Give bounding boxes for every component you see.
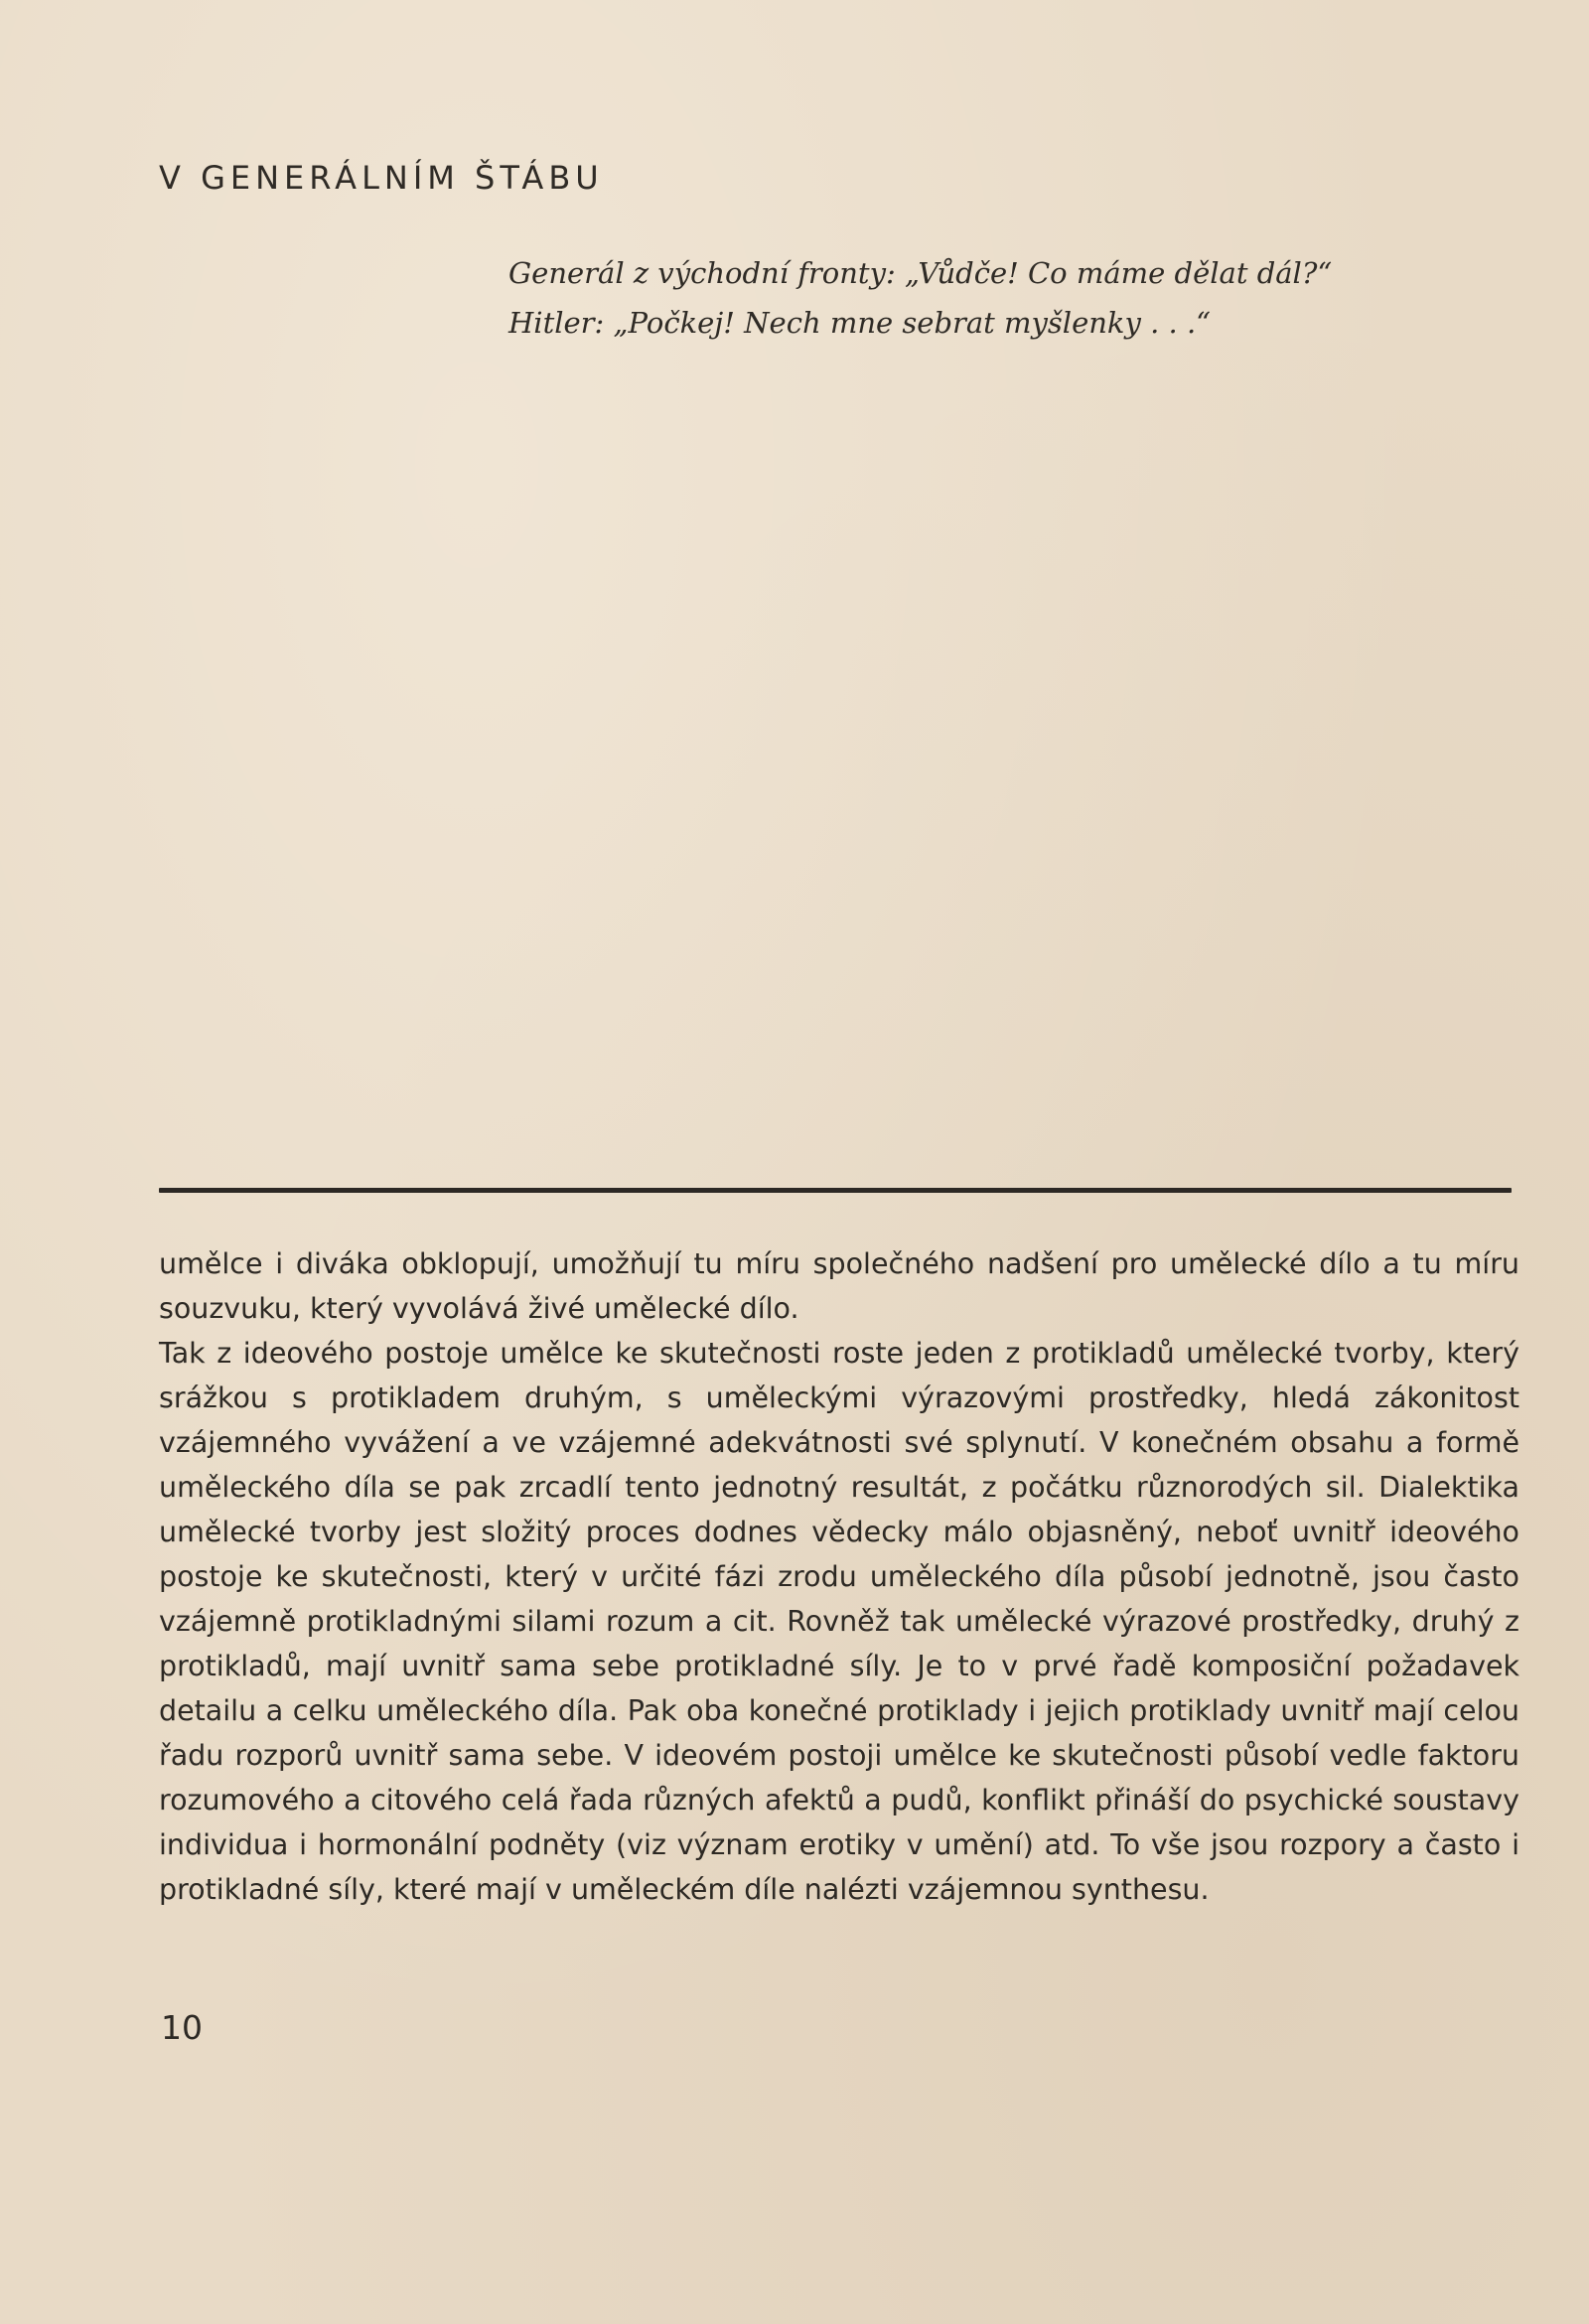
page-heading: V GENERÁLNÍM ŠTÁBU [159,159,604,197]
dialogue-line: Generál z východní fronty: „Vůdče! Co máme dělat dál?“ [508,256,1333,290]
dialogue-line: Hitler: „Počkej! Nech mne sebrat myšlenky . . .“ [508,306,1212,340]
caption-dialogue [508,248,1332,348]
paragraph: Tak z ideového postoje umělce ke skutečnosti roste jeden z protikladů umělecké tvorby, který srážkou s protikladem druhým, s uměleckými výrazovými prostředky, hledá zákonitost vzájemného vyvážení a ve vzájemné adekvátnosti své splynutí. V konečném obsahu a formě uměleckého díla se pak zrcadlí tento jednotný resultát, z počátku různorodých sil. Dialektika umělecké tvorby jest složitý proces dodnes vědecky málo objasněný, neboť uvnitř ideového postoje ke skutečnosti, který v určité fázi zrodu uměleckého díla působí jednotně, jsou často vzájemně protikladnými silami rozum a cit. Rovněž tak umělecké výrazové prostředky, druhý z protikladů, mají uvnitř sama sebe protikladné síly. Je to v prvé řadě komposiční požadavek detailu a celku uměleckého díla. Pak oba konečné protiklady i jejich protiklady uvnitř mají celou řadu rozporů uvnitř sama sebe. V ideovém postoji umělce ke skutečnosti působí vedle faktoru rozumového a citového celá řada různých afektů a pudů, konflikt přináší do psychické soustavy individua i hormonální podněty (viz význam erotiky v umění) atd. To vše jsou rozpory a často i protikladné síly, které mají v uměleckém díle nalézti vzájemnou synthesu. [159,1337,1519,1906]
page-number: 10 [161,2008,203,2047]
paragraph: umělce i diváka obklopují, umožňují tu míru společného nadšení pro umělecké dílo a tu míru souzvuku, který vyvolává živé umělecké dílo. [159,1247,1519,1325]
blank-illustration-area [159,358,1510,1172]
body-text [159,1241,1519,1912]
horizontal-rule [159,1188,1512,1193]
